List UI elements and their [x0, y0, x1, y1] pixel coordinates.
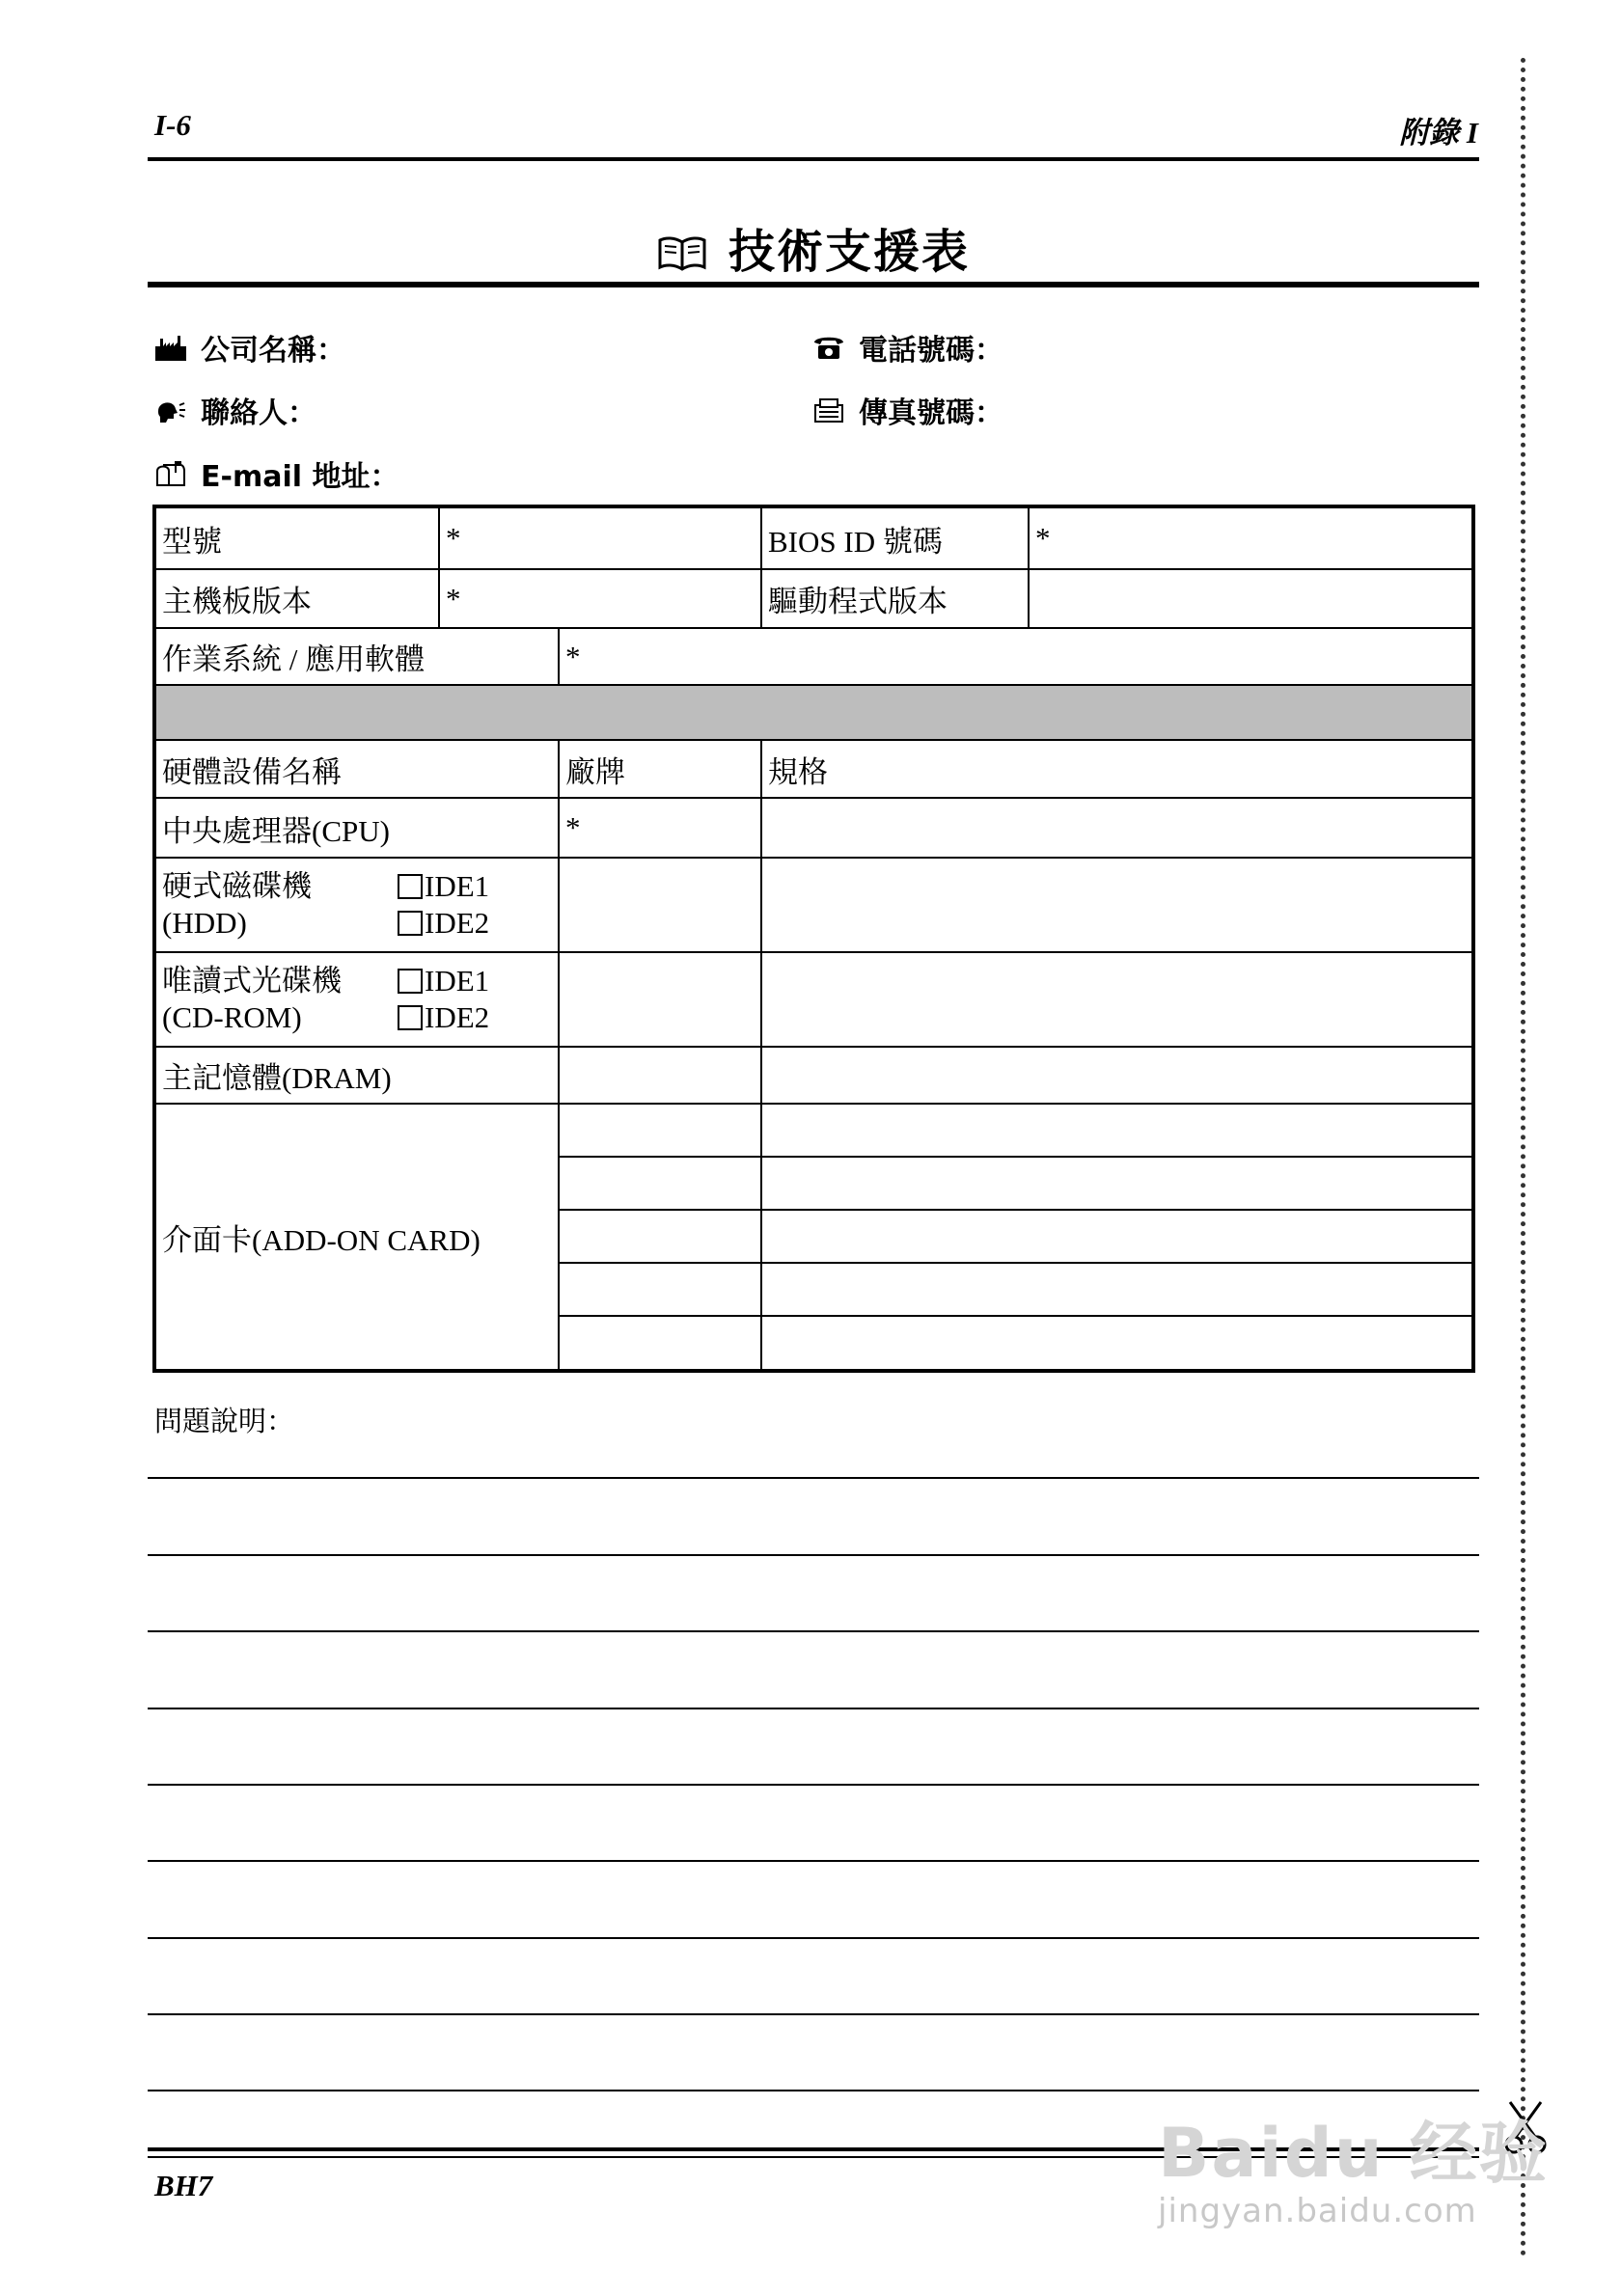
addon-brand-3[interactable]: [560, 1211, 760, 1262]
addon-brand-1[interactable]: [560, 1105, 760, 1156]
cdrom-label: [156, 953, 398, 1046]
hdd-ide2-checkbox[interactable]: [398, 911, 423, 936]
contact-field: [154, 389, 316, 431]
phone-label: 電話號碼：: [859, 334, 1003, 368]
hdd-label-line2: (HDD): [162, 906, 247, 940]
addon-spec-5[interactable]: [762, 1317, 1471, 1369]
fax-icon: [812, 396, 845, 424]
board-value[interactable]: *: [446, 581, 461, 615]
col-spec-header: 規格: [768, 754, 828, 789]
email-label: E-mail 地址：: [201, 460, 399, 494]
phone-field: [812, 326, 1003, 369]
dram-brand[interactable]: [560, 1048, 760, 1103]
cdrom-ide2-checkbox[interactable]: [398, 1005, 423, 1030]
addon-brand-5[interactable]: [560, 1317, 760, 1369]
hdd-spec[interactable]: [762, 859, 1471, 951]
cdrom-ide-options: [398, 953, 558, 1046]
cdrom-brand[interactable]: [560, 953, 760, 1046]
writing-line[interactable]: [148, 1477, 1479, 1479]
cpu-brand[interactable]: *: [565, 810, 581, 844]
addon-brand-4[interactable]: [560, 1264, 760, 1315]
writing-line[interactable]: [148, 1784, 1479, 1786]
addon-spec-1[interactable]: [762, 1105, 1471, 1156]
hdd-brand[interactable]: [560, 859, 760, 951]
title-block: [148, 214, 1479, 281]
phone-icon: [812, 333, 845, 362]
model-label: 型號: [162, 524, 222, 559]
writing-line[interactable]: [148, 2013, 1479, 2015]
model-footer: BH7: [154, 2169, 213, 2202]
book-icon: [657, 234, 707, 277]
writing-line[interactable]: [148, 1860, 1479, 1862]
fax-field: [812, 389, 1003, 431]
model-value[interactable]: *: [446, 521, 461, 555]
hdd-ide2-option[interactable]: IDE2: [398, 905, 489, 942]
speaking-head-icon: [154, 396, 187, 424]
hdd-label: [156, 859, 398, 951]
writing-line[interactable]: [148, 1630, 1479, 1632]
cdrom-label-line1: 唯讀式光碟機: [162, 964, 342, 998]
addon-spec-4[interactable]: [762, 1264, 1471, 1315]
driver-label: 驅動程式版本: [768, 585, 948, 618]
driver-value[interactable]: [1030, 570, 1471, 627]
hdd-ide-options: [398, 859, 558, 951]
os-value[interactable]: *: [565, 639, 581, 673]
dram-spec[interactable]: [762, 1048, 1471, 1103]
watermark-brand: Baidu 经验: [1158, 2114, 1549, 2193]
email-field: [154, 452, 398, 495]
company-label: 公司名稱：: [201, 334, 345, 368]
company-field: [154, 326, 345, 369]
cpu-label: 中央處理器(CPU): [162, 813, 390, 848]
writing-line[interactable]: [148, 1708, 1479, 1709]
problem-label: 問題說明：: [154, 1405, 295, 1437]
hdd-label-line1: 硬式磁碟機: [162, 869, 312, 903]
watermark-url: jingyan.baidu.com: [1158, 2192, 1477, 2230]
factory-icon: [154, 333, 187, 362]
addon-spec-3[interactable]: [762, 1211, 1471, 1262]
cdrom-ide2-option[interactable]: IDE2: [398, 999, 489, 1036]
mailbox-icon: [154, 459, 187, 488]
page-title: 技術支援表: [728, 225, 970, 279]
cdrom-ide1-checkbox[interactable]: [398, 969, 423, 994]
writing-line[interactable]: [148, 1937, 1479, 1939]
col-brand-header: 廠牌: [565, 754, 625, 789]
cut-line: [1521, 58, 1525, 2257]
bios-label: BIOS ID 號碼: [768, 524, 943, 559]
cdrom-ide1-option[interactable]: IDE1: [398, 963, 489, 999]
cpu-spec[interactable]: [762, 799, 1471, 857]
addon-brand-2[interactable]: [560, 1158, 760, 1209]
dram-label: 主記憶體(DRAM): [162, 1061, 392, 1095]
addon-spec-2[interactable]: [762, 1158, 1471, 1209]
separator-bar: [156, 686, 1471, 739]
hdd-ide1-option[interactable]: IDE1: [398, 868, 489, 905]
cdrom-label-line2: (CD-ROM): [162, 1000, 302, 1034]
contact-label: 聯絡人：: [201, 396, 316, 430]
writing-line[interactable]: [148, 2090, 1479, 2091]
bios-value[interactable]: *: [1035, 521, 1051, 555]
fax-label: 傳真號碼：: [859, 396, 1003, 430]
header-rule: [148, 157, 1479, 161]
support-table: [152, 505, 1475, 1373]
cdrom-spec[interactable]: [762, 953, 1471, 1046]
col-device-header: 硬體設備名稱: [162, 754, 342, 789]
page-number: I-6: [154, 108, 191, 142]
board-label: 主機板版本: [162, 585, 312, 618]
hdd-ide1-checkbox[interactable]: [398, 874, 423, 899]
os-label: 作業系統 / 應用軟體: [162, 642, 426, 676]
writing-line[interactable]: [148, 1554, 1479, 1556]
title-rule: [148, 282, 1479, 287]
addon-label: 介面卡(ADD-ON CARD): [162, 1222, 481, 1257]
section-label: 附錄 I: [1399, 116, 1478, 150]
